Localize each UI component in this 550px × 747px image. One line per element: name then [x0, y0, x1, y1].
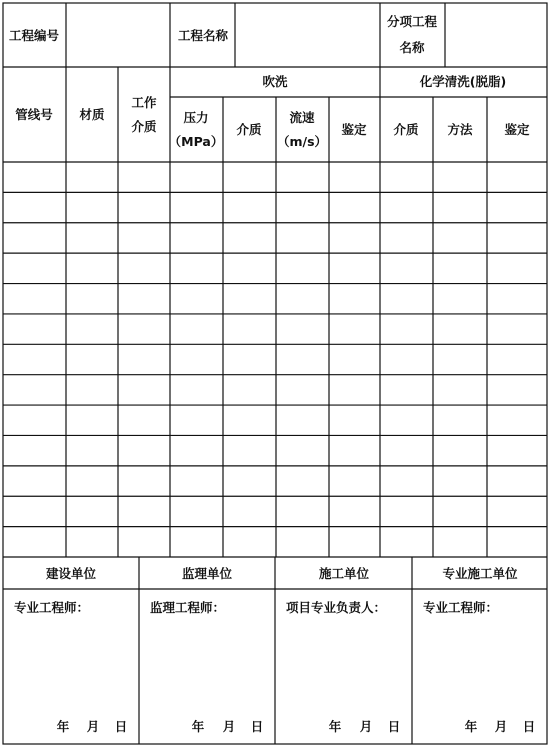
- table-row: [4, 224, 546, 252]
- table-cell[interactable]: [119, 285, 169, 313]
- table-cell[interactable]: [224, 163, 275, 191]
- table-cell[interactable]: [277, 193, 328, 221]
- table-cell[interactable]: [224, 315, 275, 343]
- table-cell[interactable]: [277, 467, 328, 495]
- table-cell[interactable]: [4, 285, 65, 313]
- table-cell[interactable]: [119, 254, 169, 282]
- signature-specialist-contractor: [413, 566, 546, 743]
- table-cell[interactable]: [381, 406, 432, 434]
- table-cell[interactable]: [171, 254, 222, 282]
- table-row: [4, 315, 546, 343]
- table-cell[interactable]: [119, 345, 169, 373]
- supervisor-unit-label: 监理单位: [181, 566, 233, 581]
- contractor-date-year: 年: [328, 719, 342, 734]
- table-cell[interactable]: [488, 315, 546, 343]
- table-row: [4, 467, 546, 495]
- table-cell[interactable]: [488, 528, 546, 556]
- specialist-date-month: 月: [494, 719, 508, 734]
- project-no-field[interactable]: [67, 4, 169, 66]
- col-chem-method: 方法: [447, 122, 473, 137]
- table-cell[interactable]: [4, 497, 65, 525]
- table-cell[interactable]: [119, 376, 169, 404]
- table-cell[interactable]: [67, 345, 117, 373]
- table-cell[interactable]: [67, 436, 117, 464]
- table-cell[interactable]: [434, 315, 486, 343]
- table-cell[interactable]: [434, 345, 486, 373]
- table-cell[interactable]: [330, 528, 379, 556]
- table-cell[interactable]: [171, 345, 222, 373]
- table-cell[interactable]: [171, 163, 222, 191]
- table-cell[interactable]: [171, 376, 222, 404]
- table-cell[interactable]: [4, 528, 65, 556]
- table-cell[interactable]: [434, 163, 486, 191]
- table-cell[interactable]: [330, 406, 379, 434]
- table-cell[interactable]: [119, 193, 169, 221]
- table-cell[interactable]: [488, 436, 546, 464]
- table-cell[interactable]: [381, 315, 432, 343]
- table-cell[interactable]: [381, 224, 432, 252]
- col-material: 材质: [79, 107, 105, 122]
- col-pressure-line2: （MPa）: [168, 134, 224, 149]
- col-chem-medium: 介质: [393, 122, 419, 137]
- table-row: [4, 345, 546, 373]
- table-cell[interactable]: [224, 285, 275, 313]
- sub-item-field[interactable]: [446, 4, 546, 66]
- sub-item-label-line1: 分项工程: [386, 14, 438, 29]
- table-cell[interactable]: [277, 315, 328, 343]
- table-cell[interactable]: [488, 345, 546, 373]
- table-cell[interactable]: [4, 406, 65, 434]
- table-cell[interactable]: [434, 193, 486, 221]
- column-headers: [15, 74, 530, 149]
- table-cell[interactable]: [434, 467, 486, 495]
- table-cell[interactable]: [224, 193, 275, 221]
- owner-date-day: 日: [114, 719, 128, 734]
- form-header: [9, 4, 546, 66]
- col-flow-rate-line2: （m/s）: [276, 134, 328, 149]
- col-pressure-line1: 压力: [183, 110, 209, 125]
- table-cell[interactable]: [67, 376, 117, 404]
- table-body: [4, 163, 546, 556]
- table-cell[interactable]: [381, 467, 432, 495]
- supervisor-date-month: 月: [222, 719, 236, 734]
- table-cell[interactable]: [277, 345, 328, 373]
- table-cell[interactable]: [488, 497, 546, 525]
- table-cell[interactable]: [277, 163, 328, 191]
- table-cell[interactable]: [330, 345, 379, 373]
- table-cell[interactable]: [381, 436, 432, 464]
- table-cell[interactable]: [171, 497, 222, 525]
- table-cell[interactable]: [224, 224, 275, 252]
- supervisor-date-year: 年: [191, 719, 205, 734]
- contractor-date-day: 日: [387, 719, 401, 734]
- table-cell[interactable]: [224, 254, 275, 282]
- table-cell[interactable]: [488, 163, 546, 191]
- table-cell[interactable]: [171, 315, 222, 343]
- table-cell[interactable]: [224, 497, 275, 525]
- table-cell[interactable]: [381, 497, 432, 525]
- table-cell[interactable]: [119, 406, 169, 434]
- table-row: [4, 406, 546, 434]
- table-cell[interactable]: [119, 163, 169, 191]
- table-cell[interactable]: [171, 193, 222, 221]
- table-cell[interactable]: [330, 467, 379, 495]
- table-cell[interactable]: [67, 528, 117, 556]
- table-cell[interactable]: [67, 285, 117, 313]
- table-cell[interactable]: [381, 345, 432, 373]
- table-cell[interactable]: [67, 224, 117, 252]
- table-cell[interactable]: [434, 436, 486, 464]
- table-cell[interactable]: [381, 528, 432, 556]
- table-cell[interactable]: [4, 376, 65, 404]
- signature-owner: [4, 566, 138, 743]
- signature-contractor: [276, 566, 411, 743]
- table-cell[interactable]: [434, 254, 486, 282]
- table-cell[interactable]: [434, 285, 486, 313]
- group-purging: 吹洗: [262, 74, 288, 89]
- contractor-date-month: 月: [359, 719, 373, 734]
- col-purge-medium: 介质: [236, 122, 262, 137]
- table-cell[interactable]: [224, 406, 275, 434]
- table-cell[interactable]: [119, 497, 169, 525]
- table-cell[interactable]: [434, 528, 486, 556]
- table-cell[interactable]: [330, 163, 379, 191]
- table-cell[interactable]: [330, 224, 379, 252]
- table-cell[interactable]: [67, 315, 117, 343]
- table-row: [4, 163, 546, 191]
- table-cell[interactable]: [171, 467, 222, 495]
- table-cell[interactable]: [330, 497, 379, 525]
- table-cell[interactable]: [488, 285, 546, 313]
- table-cell[interactable]: [330, 285, 379, 313]
- table-cell[interactable]: [330, 254, 379, 282]
- table-cell[interactable]: [330, 315, 379, 343]
- table-cell[interactable]: [330, 436, 379, 464]
- table-cell[interactable]: [4, 163, 65, 191]
- table-row: [4, 193, 546, 221]
- table-cell[interactable]: [4, 467, 65, 495]
- owner-date-year: 年: [56, 719, 70, 734]
- table-cell[interactable]: [381, 376, 432, 404]
- owner-unit-label: 建设单位: [45, 566, 97, 581]
- table-cell[interactable]: [434, 224, 486, 252]
- table-cell[interactable]: [119, 436, 169, 464]
- specialist-unit-label: 专业施工单位: [442, 566, 518, 581]
- signature-supervisor: [140, 566, 274, 743]
- table-cell[interactable]: [488, 376, 546, 404]
- table-row: [4, 376, 546, 404]
- owner-date-month: 月: [86, 719, 100, 734]
- table-cell[interactable]: [277, 376, 328, 404]
- table-cell[interactable]: [4, 193, 65, 221]
- table-cell[interactable]: [381, 285, 432, 313]
- table-cell[interactable]: [119, 528, 169, 556]
- table-cell[interactable]: [330, 193, 379, 221]
- table-cell[interactable]: [171, 406, 222, 434]
- supervisor-date-day: 日: [250, 719, 264, 734]
- table-cell[interactable]: [119, 467, 169, 495]
- col-purge-appraisal: 鉴定: [341, 122, 367, 137]
- table-cell[interactable]: [330, 376, 379, 404]
- col-chem-appraisal: 鉴定: [504, 122, 530, 137]
- specialist-date-year: 年: [464, 719, 478, 734]
- table-cell[interactable]: [67, 497, 117, 525]
- table-cell[interactable]: [434, 497, 486, 525]
- table-row: [4, 528, 546, 556]
- table-cell[interactable]: [171, 285, 222, 313]
- table-cell[interactable]: [224, 436, 275, 464]
- project-name-field[interactable]: [236, 4, 379, 66]
- table-cell[interactable]: [119, 315, 169, 343]
- table-cell[interactable]: [277, 528, 328, 556]
- table-cell[interactable]: [488, 467, 546, 495]
- specialist-date-day: 日: [522, 719, 536, 734]
- table-cell[interactable]: [171, 528, 222, 556]
- table-cell[interactable]: [119, 224, 169, 252]
- table-cell[interactable]: [67, 467, 117, 495]
- table-cell[interactable]: [224, 528, 275, 556]
- project-no-label: 工程编号: [8, 28, 60, 43]
- sub-item-label-line2: 名称: [399, 40, 425, 55]
- group-chemical-cleaning: 化学清洗(脱脂): [419, 74, 507, 89]
- table-cell[interactable]: [277, 254, 328, 282]
- table-cell[interactable]: [4, 345, 65, 373]
- table-cell[interactable]: [224, 345, 275, 373]
- col-work-medium-line1: 工作: [131, 95, 157, 110]
- table-cell[interactable]: [434, 406, 486, 434]
- table-cell[interactable]: [4, 224, 65, 252]
- table-cell[interactable]: [488, 224, 546, 252]
- table-cell[interactable]: [488, 254, 546, 282]
- table-cell[interactable]: [434, 376, 486, 404]
- col-pipeline-no: 管线号: [15, 107, 53, 122]
- table-cell[interactable]: [277, 436, 328, 464]
- table-cell[interactable]: [4, 315, 65, 343]
- table-cell[interactable]: [4, 436, 65, 464]
- project-name-label: 工程名称: [177, 28, 229, 43]
- table-row: [4, 254, 546, 282]
- table-cell[interactable]: [381, 163, 432, 191]
- table-cell[interactable]: [67, 254, 117, 282]
- table-row: [4, 497, 546, 525]
- table-cell[interactable]: [277, 497, 328, 525]
- table-cell[interactable]: [224, 467, 275, 495]
- table-row: [4, 436, 546, 464]
- table-cell[interactable]: [488, 406, 546, 434]
- contractor-unit-label: 施工单位: [318, 566, 370, 581]
- table-cell[interactable]: [4, 254, 65, 282]
- table-cell[interactable]: [67, 163, 117, 191]
- table-cell[interactable]: [381, 193, 432, 221]
- table-cell[interactable]: [277, 285, 328, 313]
- col-work-medium-line2: 介质: [131, 119, 157, 134]
- col-flow-rate-line1: 流速: [289, 110, 315, 125]
- table-cell[interactable]: [67, 193, 117, 221]
- table-cell[interactable]: [277, 224, 328, 252]
- table-cell[interactable]: [171, 224, 222, 252]
- table-cell[interactable]: [224, 376, 275, 404]
- table-cell[interactable]: [171, 436, 222, 464]
- table-cell[interactable]: [67, 406, 117, 434]
- table-cell[interactable]: [381, 254, 432, 282]
- table-row: [4, 285, 546, 313]
- table-cell[interactable]: [277, 406, 328, 434]
- table-cell[interactable]: [488, 193, 546, 221]
